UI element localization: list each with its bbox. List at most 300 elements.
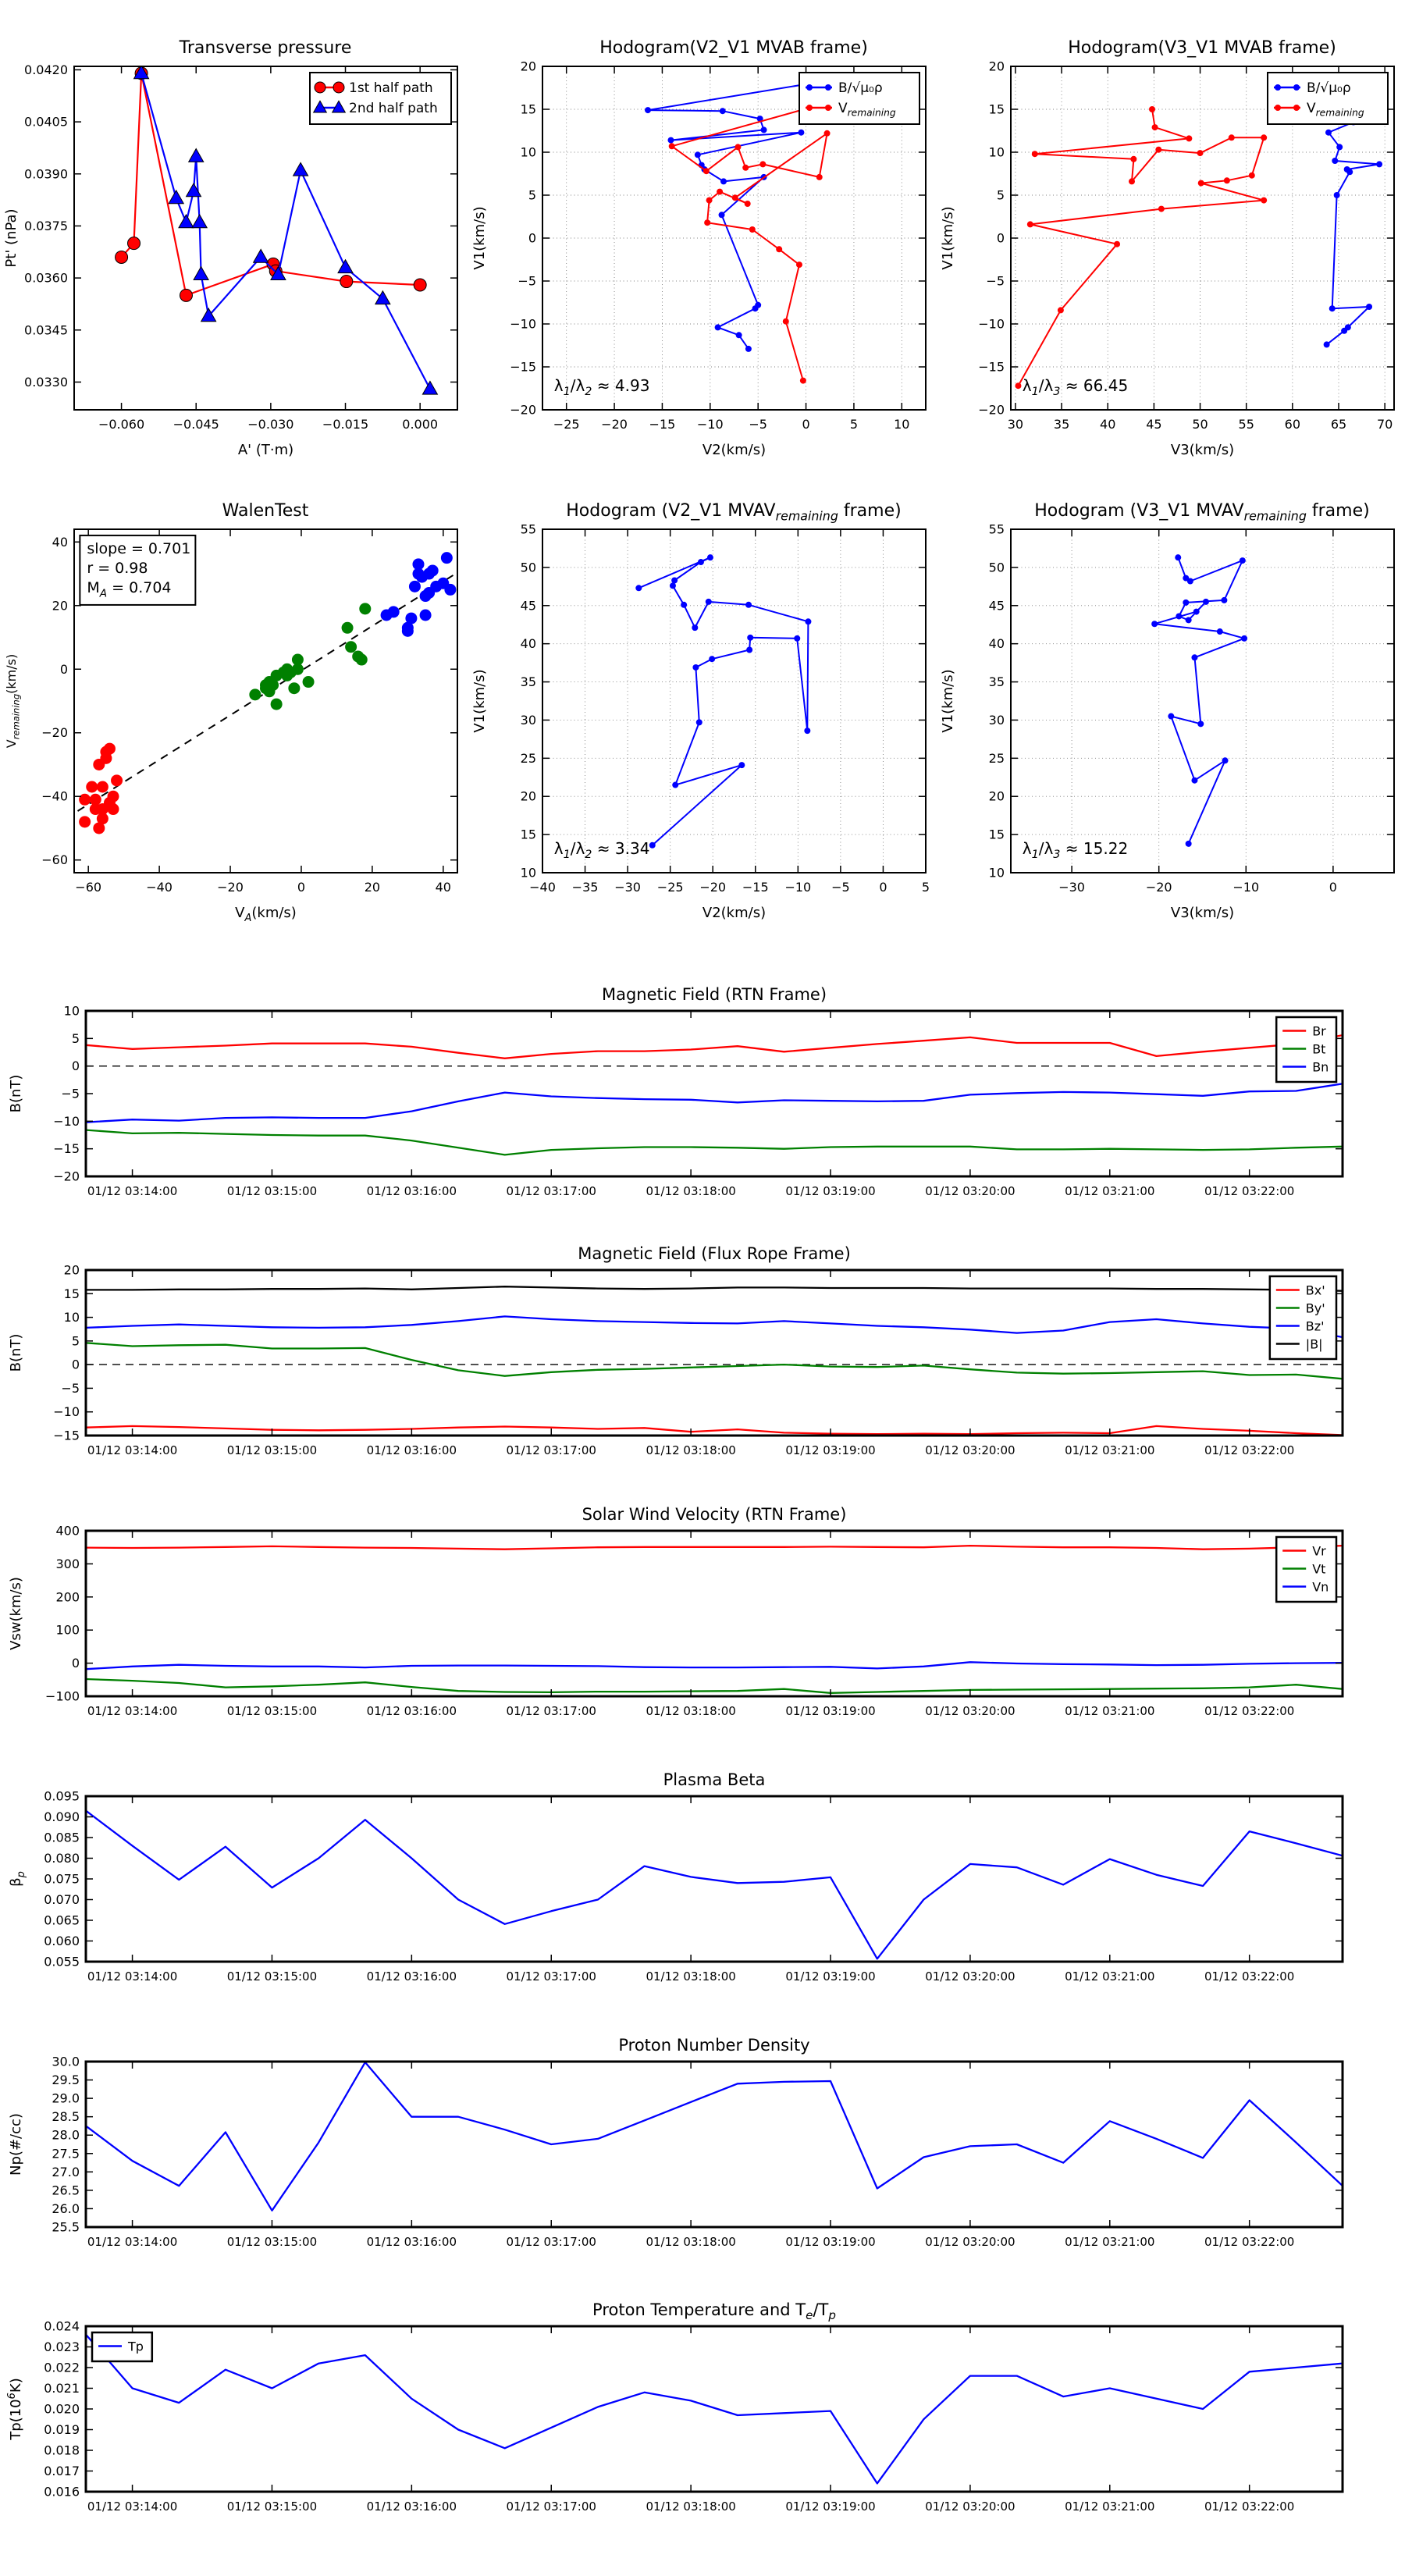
series-marker-v-path	[709, 656, 715, 662]
y-tick-label: −10	[53, 1113, 80, 1129]
series-marker-v-path	[1168, 713, 1174, 720]
panel-vsw-rtn	[0, 1488, 1405, 1742]
y-tick-label: 20	[520, 59, 536, 74]
y-tick-label: 5	[71, 1333, 80, 1349]
x-tick-label: −15	[742, 880, 769, 895]
series-marker-v-path	[681, 602, 687, 608]
y-tick-label: 0.095	[44, 1788, 80, 1804]
y-tick-label: −5	[518, 273, 536, 289]
x-tick-label: −40	[146, 880, 173, 895]
series-marker-V-remaining	[1032, 151, 1038, 157]
x-tick-label: −10	[1232, 880, 1260, 895]
panel-transverse-pressure	[0, 4, 468, 464]
y-tick-label: 0.075	[44, 1871, 80, 1887]
legend-label: 1st half path	[349, 80, 433, 97]
y-tick-label: 10	[988, 144, 1005, 160]
chart-b-flux-rope	[0, 1227, 1405, 1481]
legend	[1270, 1276, 1336, 1359]
series-group	[635, 554, 811, 849]
legend-label: B/√μ₀ρ	[838, 80, 883, 97]
x-tick-label: 01/12 03:17:00	[506, 2235, 596, 2249]
y-tick-label: 25	[988, 750, 1005, 766]
x-tick-label: 01/12 03:15:00	[226, 2235, 318, 2249]
y-tick-label: 29.0	[52, 2090, 80, 2106]
y-tick-label: 10	[520, 865, 536, 881]
series-line-Vt	[86, 1679, 1343, 1693]
series-marker-V-remaining	[704, 219, 710, 226]
series-group	[86, 1035, 1343, 1155]
series-marker-V-remaining	[1261, 134, 1267, 141]
x-tick-label: 01/12 03:16:00	[366, 1184, 457, 1198]
y-tick-label: −15	[510, 359, 536, 375]
y-axis-label: $Tp(10^6K)$	[6, 2378, 24, 2440]
series-marker-1st-half-path	[340, 276, 353, 288]
legend-label: Vr	[1312, 1543, 1326, 1559]
series-marker-cluster-red	[86, 781, 98, 793]
x-tick-label: 0	[802, 417, 810, 432]
series-line-Br	[86, 1035, 1343, 1059]
x-tick-label: 01/12 03:16:00	[366, 2500, 457, 2514]
y-tick-label: −15	[978, 359, 1005, 375]
panel-b-flux-rope	[0, 1227, 1405, 1481]
y-tick-label: 55	[520, 521, 536, 537]
y-tick-label: −20	[41, 725, 68, 741]
annotation: $\lambda_1/\lambda_3 \approx 66.45$	[1022, 375, 1129, 399]
panel-hodogram-v2v1-mvab	[468, 4, 937, 464]
x-tick-label: 01/12 03:15:00	[226, 1184, 318, 1198]
legend-marker	[1275, 105, 1281, 111]
series-marker-cluster-green	[249, 688, 261, 700]
series-marker-1st-half-path	[116, 251, 128, 263]
series-marker-B-alfven	[761, 126, 767, 133]
series-marker-cluster-red	[97, 781, 108, 793]
series-marker-B-alfven	[719, 212, 725, 218]
series-marker-V-remaining	[1015, 382, 1021, 389]
y-tick-label: 0.0330	[24, 374, 68, 390]
y-tick-label: 0.090	[44, 1809, 80, 1824]
series-marker-cluster-red	[111, 774, 123, 786]
y-tick-label: 0.019	[44, 2422, 80, 2437]
y-tick-label: −20	[510, 402, 536, 418]
series-marker-v-path	[1217, 628, 1223, 635]
series-marker-2nd-half-path	[189, 149, 204, 162]
series-marker-V-remaining	[816, 174, 823, 180]
series-marker-v-path	[794, 635, 800, 642]
y-tick-label: 0.018	[44, 2443, 80, 2458]
y-tick-label: 300	[55, 1556, 80, 1571]
series-marker-v-path	[745, 602, 752, 608]
y-tick-label: 0	[71, 1656, 80, 1671]
y-tick-label: 5	[71, 1030, 80, 1046]
y-tick-label: 0.023	[44, 2339, 80, 2354]
panel-b-rtn	[0, 968, 1405, 1222]
series-marker-v-path	[1240, 557, 1246, 564]
chart-plasma-beta	[0, 1753, 1405, 2007]
y-tick-label: 20	[988, 59, 1005, 74]
legend-label: Vt	[1312, 1561, 1326, 1577]
x-tick-label: 01/12 03:22:00	[1204, 1184, 1295, 1198]
series-line-v-path	[638, 557, 808, 845]
y-tick-label: 10	[988, 865, 1005, 881]
series-marker-v-path	[1186, 841, 1192, 847]
y-tick-label: −5	[986, 273, 1005, 289]
chart-proton-density	[0, 2019, 1405, 2272]
x-tick-label: −20	[601, 417, 628, 432]
series-marker-cluster-green	[288, 682, 300, 694]
axes-frame	[86, 2326, 1343, 2492]
series-marker-V-remaining	[703, 168, 710, 174]
legend-label: Br	[1312, 1023, 1326, 1039]
axes-frame	[1011, 529, 1394, 873]
chart-vsw-rtn	[0, 1488, 1405, 1742]
series-marker-B-alfven	[752, 305, 759, 311]
panel-hodogram-v2v1-mvav	[468, 467, 937, 927]
legend-label: Bt	[1312, 1041, 1326, 1057]
series-marker-v-path	[747, 635, 753, 641]
panel-proton-temp	[0, 2283, 1405, 2537]
x-tick-label: −25	[656, 880, 684, 895]
legend-marker	[825, 105, 831, 111]
x-tick-label: 01/12 03:21:00	[1065, 1969, 1155, 1984]
chart-b-rtn	[0, 968, 1405, 1222]
legend-marker	[1293, 84, 1300, 91]
x-tick-label: 01/12 03:22:00	[1204, 1704, 1295, 1718]
series-marker-cluster-green	[359, 603, 371, 614]
legend-label: Bz'	[1305, 1318, 1325, 1334]
y-tick-label: 0	[59, 661, 68, 677]
y-tick-label: 10	[63, 1003, 80, 1019]
series-marker-V-remaining	[1130, 156, 1136, 162]
series-marker-B-alfven	[1329, 305, 1336, 311]
series-line-V-remaining	[1019, 109, 1264, 386]
x-tick-label: 01/12 03:18:00	[646, 2235, 736, 2249]
series-marker-v-path	[1191, 777, 1197, 784]
legend	[1276, 1537, 1336, 1602]
x-tick-label: 01/12 03:22:00	[1204, 2235, 1295, 2249]
series-marker-B-alfven	[1341, 328, 1347, 334]
x-tick-label: 01/12 03:14:00	[87, 1704, 178, 1718]
y-tick-label: 20	[52, 598, 68, 614]
x-tick-label: 5	[921, 880, 930, 895]
series-marker-V-remaining	[1186, 135, 1192, 141]
series-group	[1151, 554, 1247, 847]
y-tick-label: −20	[978, 402, 1005, 418]
series-group	[86, 1286, 1343, 1435]
series-marker-V-remaining	[1249, 173, 1255, 179]
series-marker-B-alfven	[1324, 341, 1330, 347]
y-tick-label: −40	[41, 788, 68, 804]
series-marker-cluster-green	[356, 654, 368, 666]
x-tick-label: −0.060	[98, 417, 145, 432]
y-axis-label: V1(km/s)	[471, 669, 488, 733]
axes-frame	[86, 1531, 1343, 1696]
series-marker-V-remaining	[1155, 147, 1161, 153]
series-marker-cluster-blue	[420, 610, 432, 621]
series-line-Bz-prime	[86, 1316, 1343, 1337]
series-marker-cluster-blue	[405, 613, 417, 624]
series-marker-v-path	[706, 599, 712, 605]
x-tick-label: 01/12 03:18:00	[646, 1443, 736, 1457]
x-tick-label: 01/12 03:21:00	[1065, 2235, 1155, 2249]
x-tick-label: 01/12 03:19:00	[785, 1443, 876, 1457]
legend-marker	[333, 82, 344, 93]
x-tick-label: 40	[435, 880, 451, 895]
y-tick-label: 35	[520, 674, 536, 690]
panel-title-hodogram-v3v1-mvab: Hodogram(V3_V1 MVAB frame)	[1068, 38, 1336, 58]
series-marker-v-path	[1186, 617, 1192, 623]
series-group	[86, 1811, 1343, 1959]
x-tick-label: 01/12 03:19:00	[785, 2500, 876, 2514]
chart-walen-test	[0, 467, 468, 927]
series-marker-cluster-red	[79, 794, 91, 806]
legend-label: Tp	[128, 2339, 144, 2354]
series-marker-cluster-green	[271, 699, 283, 710]
x-tick-label: 01/12 03:22:00	[1204, 1443, 1295, 1457]
panel-title-b-rtn: Magnetic Field (RTN Frame)	[601, 985, 827, 1004]
x-tick-label: 0	[1329, 880, 1337, 895]
series-marker-cluster-blue	[402, 625, 414, 637]
legend-marker	[825, 84, 831, 91]
series-marker-cluster-red	[90, 794, 101, 806]
x-tick-label: 01/12 03:16:00	[366, 1704, 457, 1718]
y-tick-label: 0.017	[44, 2464, 80, 2478]
x-tick-label: 01/12 03:17:00	[506, 1443, 596, 1457]
series-marker-V-remaining	[669, 143, 675, 149]
x-tick-label: −20	[217, 880, 244, 895]
y-tick-label: 15	[988, 101, 1005, 117]
chart-hodogram-v2v1-mvab	[468, 4, 937, 464]
series-marker-2nd-half-path	[179, 215, 194, 228]
series-group	[86, 1546, 1343, 1693]
series-group	[86, 2062, 1343, 2211]
series-line-Bx-prime	[86, 1426, 1343, 1436]
series-marker-cluster-blue	[427, 564, 439, 576]
y-tick-label: −60	[41, 852, 68, 868]
y-tick-label: −100	[45, 1688, 80, 1704]
y-tick-label: 0.0345	[24, 322, 68, 338]
legend-marker	[1293, 105, 1300, 111]
series-marker-B-alfven	[1346, 169, 1353, 175]
y-tick-label: −20	[53, 1169, 80, 1184]
x-tick-label: 01/12 03:20:00	[925, 1704, 1016, 1718]
series-marker-cluster-red	[108, 791, 119, 802]
y-tick-label: 0	[71, 1059, 80, 1074]
panel-title-hodogram-v2v1-mvab: Hodogram(V2_V1 MVAB frame)	[599, 38, 868, 58]
series-marker-V-remaining	[732, 194, 738, 201]
x-axis-label: V2(km/s)	[702, 905, 767, 921]
y-tick-label: 25	[520, 750, 536, 766]
x-tick-label: 01/12 03:17:00	[506, 1184, 596, 1198]
panel-title-vsw-rtn: Solar Wind Velocity (RTN Frame)	[582, 1505, 847, 1524]
y-tick-label: 28.0	[52, 2127, 80, 2143]
x-tick-label: 01/12 03:15:00	[226, 1443, 318, 1457]
y-tick-label: 40	[988, 636, 1005, 652]
series-marker-B-alfven	[1366, 304, 1372, 310]
panel-title-proton-temp: Proton Temperature and $T_e/T_p$	[592, 2300, 836, 2323]
panel-title-transverse-pressure: Transverse pressure	[179, 38, 352, 58]
legend-label: $V_{remaining}$	[1307, 101, 1364, 119]
series-marker-V-remaining	[783, 318, 789, 325]
y-tick-label: 30	[988, 712, 1005, 728]
series-marker-V-remaining	[1158, 206, 1165, 212]
x-tick-label: 01/12 03:16:00	[366, 2235, 457, 2249]
panel-title-proton-density: Proton Number Density	[618, 2036, 810, 2055]
x-tick-label: 20	[364, 880, 381, 895]
y-tick-label: 20	[63, 1262, 80, 1278]
x-tick-label: 65	[1330, 417, 1347, 432]
legend-marker	[1275, 84, 1281, 91]
series-marker-v-path	[804, 728, 810, 734]
y-tick-label: 20	[520, 788, 536, 804]
series-line-Bn	[86, 1083, 1343, 1122]
series-marker-v-path	[1197, 720, 1204, 727]
series-marker-cluster-blue	[409, 581, 421, 592]
series-marker-B-alfven	[720, 178, 727, 184]
y-tick-label: 29.5	[52, 2073, 80, 2088]
chart-proton-temp	[0, 2283, 1405, 2537]
series-line-Vn	[86, 1662, 1343, 1669]
x-tick-label: 30	[1007, 417, 1024, 432]
x-tick-label: 01/12 03:20:00	[925, 2235, 1016, 2249]
y-tick-label: 200	[55, 1589, 80, 1605]
y-tick-label: 45	[988, 598, 1005, 614]
series-marker-1st-half-path	[414, 279, 426, 291]
y-axis-label: Pt' (nPa)	[3, 208, 20, 268]
x-tick-label: 5	[849, 417, 859, 432]
series-marker-v-path	[1221, 597, 1227, 603]
x-tick-label: 01/12 03:21:00	[1065, 1443, 1155, 1457]
series-marker-v-path	[1151, 621, 1158, 627]
x-tick-label: 01/12 03:15:00	[226, 2500, 318, 2514]
series-marker-v-path	[692, 664, 699, 671]
series-marker-v-path	[738, 762, 745, 768]
series-marker-cluster-red	[97, 813, 108, 824]
y-axis-label: $V_{remaining}(km/s)$	[4, 653, 22, 749]
y-tick-label: −5	[61, 1086, 80, 1101]
y-tick-label: −15	[53, 1141, 80, 1157]
x-tick-label: −30	[1058, 880, 1085, 895]
series-marker-cluster-green	[303, 676, 315, 688]
stats-line: slope = 0.701	[87, 540, 191, 558]
x-tick-label: 01/12 03:19:00	[785, 2235, 876, 2249]
stats-line: r = 0.98	[87, 560, 148, 578]
y-tick-label: 26.5	[52, 2183, 80, 2198]
annotation: $\lambda_1/\lambda_2 \approx 4.93$	[553, 375, 650, 399]
series-marker-V-remaining	[1152, 124, 1158, 130]
x-tick-label: 0	[879, 880, 887, 895]
y-tick-label: 100	[55, 1622, 80, 1638]
series-marker-2nd-half-path	[338, 260, 353, 273]
y-tick-label: 5	[996, 187, 1005, 203]
y-tick-label: 400	[55, 1523, 80, 1539]
x-tick-label: 01/12 03:19:00	[785, 1969, 876, 1984]
series-marker-V-remaining	[824, 130, 831, 137]
x-tick-label: 10	[894, 417, 910, 432]
panel-hodogram-v3v1-mvav	[937, 467, 1405, 927]
y-tick-label: 0.0420	[24, 62, 68, 77]
legend	[1276, 1017, 1336, 1082]
chart-transverse-pressure	[0, 4, 468, 464]
axes-frame	[542, 529, 926, 873]
x-tick-label: 01/12 03:21:00	[1065, 1704, 1155, 1718]
series-marker-B-alfven	[1376, 161, 1382, 167]
series-marker-2nd-half-path	[192, 215, 207, 228]
x-tick-label: 01/12 03:20:00	[925, 2500, 1016, 2514]
y-tick-label: 15	[63, 1286, 80, 1301]
x-tick-label: 01/12 03:16:00	[366, 1969, 457, 1984]
series-line-Vr	[86, 1546, 1343, 1550]
series-marker-V-remaining	[1229, 134, 1235, 141]
y-axis-label: Vsw(km/s)	[8, 1577, 24, 1650]
y-tick-label: 15	[520, 101, 536, 117]
y-tick-label: 30	[520, 712, 536, 728]
series-line-B-mag	[86, 1286, 1343, 1291]
series-marker-V-remaining	[1058, 307, 1064, 313]
series-marker-cluster-blue	[388, 606, 400, 617]
x-tick-label: 60	[1284, 417, 1301, 432]
x-tick-label: 01/12 03:22:00	[1204, 1969, 1295, 1984]
series-marker-1st-half-path	[128, 237, 140, 250]
y-tick-label: 10	[520, 144, 536, 160]
y-tick-label: 27.5	[52, 2146, 80, 2161]
x-tick-label: 45	[1146, 417, 1162, 432]
x-tick-label: 01/12 03:14:00	[87, 2235, 178, 2249]
panel-plasma-beta	[0, 1753, 1405, 2007]
legend-label: Bx'	[1305, 1283, 1325, 1298]
series-marker-V-remaining	[1027, 221, 1033, 227]
series-line-Np	[86, 2062, 1343, 2211]
series-marker-2nd-half-path	[375, 291, 390, 304]
y-axis-label: V1(km/s)	[940, 206, 956, 270]
series-marker-v-path	[746, 646, 752, 653]
series-marker-B-alfven	[745, 346, 752, 352]
series-marker-cluster-red	[108, 803, 119, 815]
y-axis-label: B(nT)	[8, 1074, 24, 1113]
x-tick-label: −20	[699, 880, 727, 895]
y-tick-label: 0	[528, 230, 536, 246]
y-tick-label: −10	[978, 316, 1005, 332]
y-tick-label: 55	[988, 521, 1005, 537]
x-tick-label: 01/12 03:15:00	[226, 1704, 318, 1718]
x-tick-label: −15	[649, 417, 676, 432]
series-marker-B-alfven	[736, 332, 742, 338]
y-tick-label: −10	[53, 1404, 80, 1420]
y-tick-label: 28.5	[52, 2109, 80, 2125]
x-tick-label: −10	[784, 880, 812, 895]
x-tick-label: 0	[297, 880, 306, 895]
y-tick-label: 5	[528, 187, 536, 203]
chart-hodogram-v3v1-mvav	[937, 467, 1405, 927]
series-marker-cluster-green	[345, 641, 357, 653]
x-tick-label: −60	[75, 880, 102, 895]
x-tick-label: 01/12 03:15:00	[226, 1969, 318, 1984]
y-tick-label: 0.080	[44, 1851, 80, 1866]
legend-label: Vn	[1312, 1579, 1329, 1595]
y-axis-label: B(nT)	[8, 1333, 24, 1372]
series-marker-B-alfven	[1332, 158, 1338, 164]
series-marker-v-path	[672, 782, 678, 788]
x-tick-label: −30	[614, 880, 641, 895]
y-tick-label: 0.065	[44, 1912, 80, 1928]
series-marker-v-path	[670, 582, 676, 589]
x-tick-label: −20	[1145, 880, 1172, 895]
series-marker-2nd-half-path	[169, 190, 183, 204]
y-tick-label: 10	[63, 1310, 80, 1325]
y-tick-label: 35	[988, 674, 1005, 690]
series-line-v-path	[1154, 557, 1244, 844]
series-marker-cluster-green	[342, 622, 354, 634]
y-tick-label: 0.070	[44, 1892, 80, 1907]
